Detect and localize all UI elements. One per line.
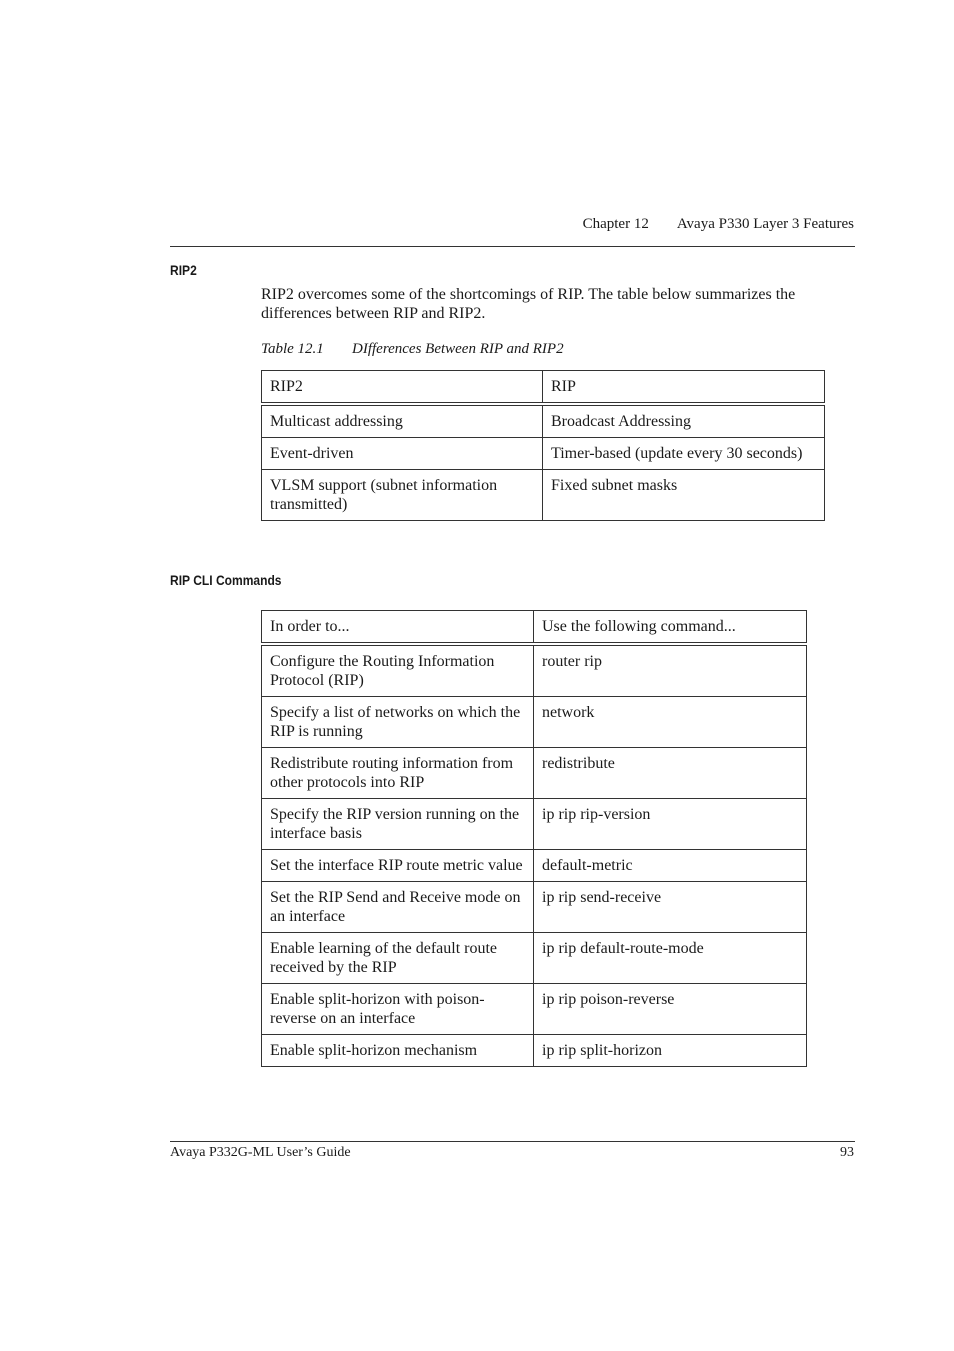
table-cell: default-metric (534, 850, 807, 882)
table-row (262, 644, 807, 697)
table-cell: Enable split-horizon mechanism (262, 1035, 534, 1067)
header-cell: In order to... (262, 611, 534, 645)
table-cell: Specify the RIP version running on the interface basis (262, 799, 534, 850)
table-cell: ip rip send-receive (534, 882, 807, 933)
table-header-row (262, 371, 825, 405)
table-cell: Specify a list of networks on which the RIP is running (262, 697, 534, 748)
intro-paragraph: RIP2 overcomes some of the shortcomings of RIP. The table below summarizes the differences between RIP and RIP2. (261, 286, 796, 322)
page-number: 93 (840, 1145, 854, 1160)
running-header (583, 216, 854, 233)
table-row (262, 470, 825, 521)
table-row (262, 984, 807, 1035)
table-row (262, 882, 807, 933)
table-cell: Broadcast Addressing (543, 404, 825, 438)
header-rule (170, 246, 855, 247)
table-cell: redistribute (534, 748, 807, 799)
table-cell: ip rip poison-reverse (534, 984, 807, 1035)
table-cell: Event-driven (262, 438, 543, 470)
table-row (262, 748, 807, 799)
table-row (262, 438, 825, 470)
rip-cli-commands-table (261, 610, 807, 1067)
table-row (262, 1035, 807, 1067)
table-cell: Fixed subnet masks (543, 470, 825, 521)
rip-differences-table (261, 370, 825, 521)
table-cell: ip rip rip-version (534, 799, 807, 850)
footer-rule (170, 1141, 855, 1142)
table-cell: Configure the Routing Information Protocol (RIP) (262, 644, 534, 697)
table-cell: Enable split-horizon with poison-reverse on an interface (262, 984, 534, 1035)
table-cell: Timer-based (update every 30 seconds) (543, 438, 825, 470)
table-row (262, 697, 807, 748)
table-cell: ip rip split-horizon (534, 1035, 807, 1067)
table-row (262, 404, 825, 438)
section-heading-rip-cli: RIP CLI Commands (170, 572, 282, 588)
header-cell: RIP (543, 371, 825, 405)
caption-text: DIfferences Between RIP and RIP2 (352, 341, 564, 357)
table-cell: VLSM support (subnet information transmitted) (262, 470, 543, 521)
header-cell: RIP2 (262, 371, 543, 405)
chapter-title: Avaya P330 Layer 3 Features (676, 216, 854, 232)
table-cell: router rip (534, 644, 807, 697)
table-cell: Redistribute routing information from other protocols into RIP (262, 748, 534, 799)
caption-number: Table 12.1 (261, 341, 324, 357)
table-cell: ip rip default-route-mode (534, 933, 807, 984)
table-cell: Set the RIP Send and Receive mode on an interface (262, 882, 534, 933)
table-caption (261, 341, 564, 358)
table-row (262, 933, 807, 984)
table-header-row (262, 611, 807, 645)
footer-guide-title: Avaya P332G-ML User’s Guide (170, 1145, 351, 1160)
table-cell: Set the interface RIP route metric value (262, 850, 534, 882)
table-cell: Enable learning of the default route received by the RIP (262, 933, 534, 984)
section-heading-rip2: RIP2 (170, 262, 197, 278)
table-row (262, 799, 807, 850)
table-cell: network (534, 697, 807, 748)
table-row (262, 850, 807, 882)
header-cell: Use the following command... (534, 611, 807, 645)
chapter-label: Chapter 12 (582, 216, 649, 232)
table-cell: Multicast addressing (262, 404, 543, 438)
